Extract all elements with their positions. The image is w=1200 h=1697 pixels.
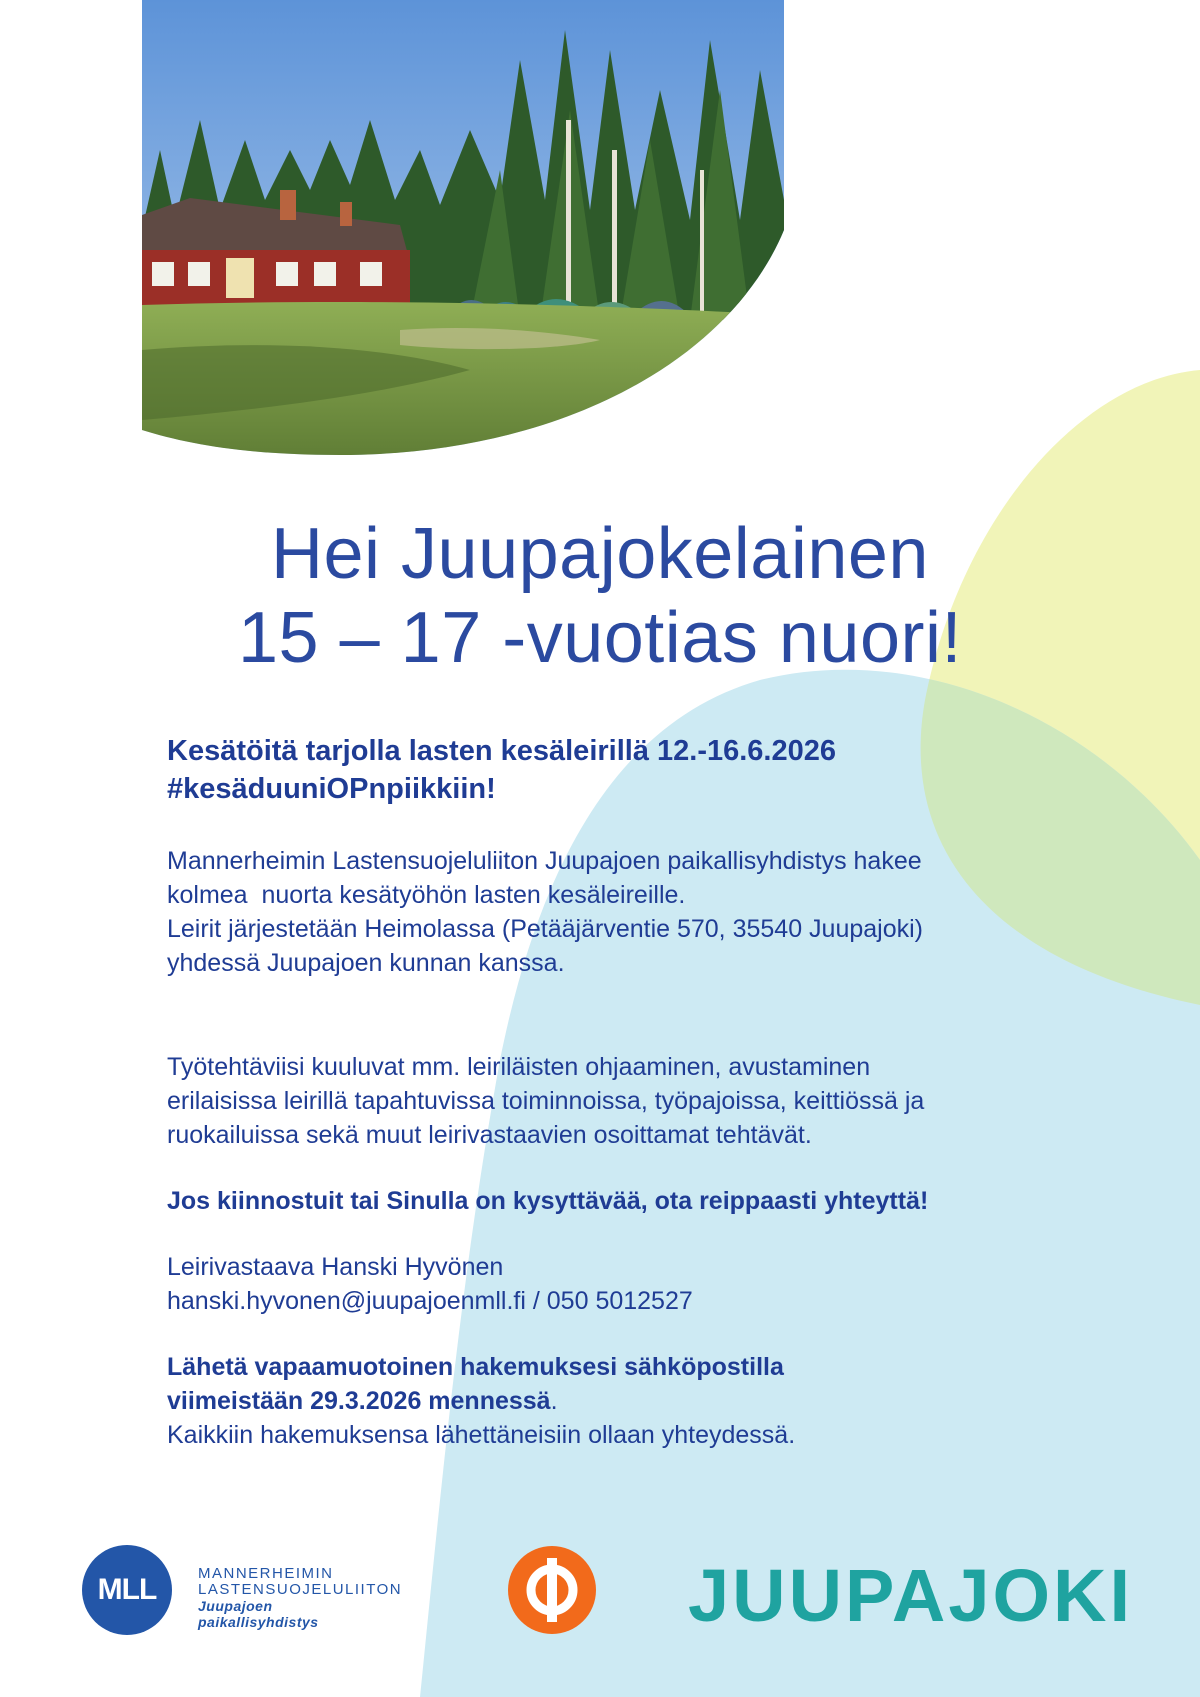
contact-phone: 050 5012527 xyxy=(546,1287,693,1315)
intro-line-4: yhdessä Juupajoen kunnan kanssa. xyxy=(167,949,565,977)
intro-paragraph xyxy=(167,844,1047,980)
mll-organization-name xyxy=(198,1566,402,1630)
contact-separator: / xyxy=(525,1287,547,1315)
duties-line-1: Työtehtäviisi kuuluvat mm. leiriläisten ohjaaminen, avustaminen xyxy=(167,1053,871,1081)
poster-body xyxy=(167,732,1047,1452)
mll-logo xyxy=(82,1545,172,1635)
camp-photo xyxy=(0,0,1200,460)
logo-footer xyxy=(0,1530,1200,1670)
mll-name-line-4: paikallisyhdistys xyxy=(198,1614,319,1630)
contact-info xyxy=(167,1250,1047,1318)
headline-dates: 12.-16.6.2026 xyxy=(657,735,836,767)
duties-line-3: ruokailuissa sekä muut leirivastaavien osoittamat tehtävät. xyxy=(167,1121,812,1149)
mll-name-line-3: Juupajoen xyxy=(198,1598,273,1614)
op-logo xyxy=(506,1544,598,1636)
contact-email-link[interactable]: hanski.hyvonen@juupajoenmll.fi xyxy=(167,1287,526,1315)
contact-person: Leirivastaava Hanski Hyvönen xyxy=(167,1253,504,1281)
intro-line-2: kolmea nuorta kesätyöhön lasten kesäleireille. xyxy=(167,881,686,909)
title-line-2: 15 – 17 -vuotias nuori! xyxy=(238,598,962,678)
poster-title xyxy=(0,512,1200,680)
spacer xyxy=(167,1152,1047,1184)
spacer xyxy=(167,980,1047,1050)
apply-line-1: Lähetä vapaamuotoinen hakemuksesi sähköpostilla xyxy=(167,1353,784,1381)
job-headline xyxy=(167,732,1047,808)
apply-paragraph xyxy=(167,1350,1047,1452)
title-line-1: Hei Juupajokelainen xyxy=(271,514,929,594)
headline-text: Kesätöitä tarjolla lasten kesäleirillä xyxy=(167,735,658,767)
contact-prompt: Jos kiinnostuit tai Sinulla on kysyttävää, ota reippaasti yhteyttä! xyxy=(167,1187,929,1215)
duties-paragraph xyxy=(167,1050,1047,1152)
spacer xyxy=(167,1218,1047,1250)
spacer xyxy=(167,808,1047,844)
apply-deadline: viimeistään 29.3.2026 mennessä xyxy=(167,1387,551,1415)
duties-line-2: erilaisissa leirillä tapahtuvissa toiminnoissa, työpajoissa, keittiössä ja xyxy=(167,1087,925,1115)
mll-mark: MLL xyxy=(97,1573,157,1606)
spacer xyxy=(167,1318,1047,1350)
intro-line-1: Mannerheimin Lastensuojeluliiton Juupajoen paikallisyhdistys hakee xyxy=(167,847,922,875)
headline-hashtag: #kesäduuniOPnpiikkiin! xyxy=(167,773,496,805)
apply-period: . xyxy=(550,1387,558,1415)
mll-name-line-1: MANNERHEIMIN xyxy=(198,1565,334,1582)
apply-line-3: Kaikkiin hakemuksensa lähettäneisiin ollaan yhteydessä. xyxy=(167,1421,796,1449)
juupajoki-logo: JUUPAJOKI xyxy=(688,1554,1134,1637)
mll-name-line-2: LASTENSUOJELULIITON xyxy=(198,1581,403,1598)
intro-line-3: Leirit järjestetään Heimolassa (Petääjärventie 570, 35540 Juupajoki) xyxy=(167,915,923,943)
